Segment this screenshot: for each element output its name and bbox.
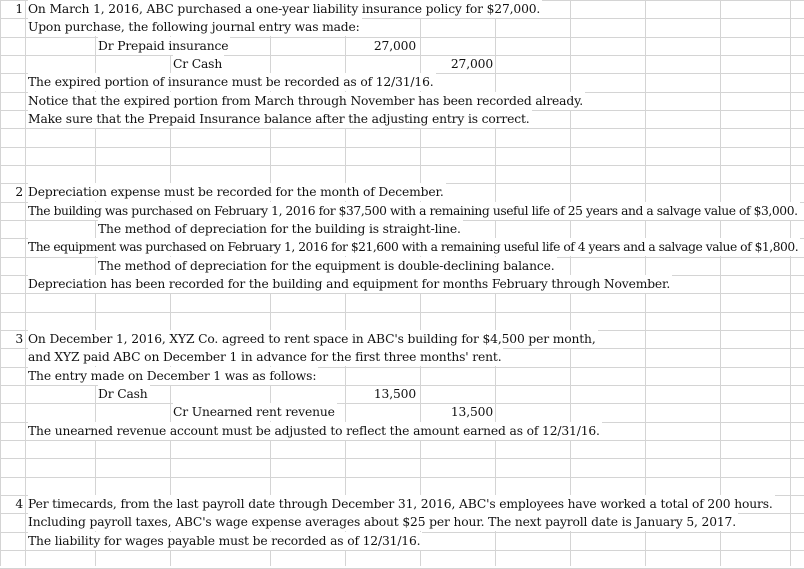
line-text[interactable]: The expired portion of insurance must be recorded as of 12/31/16. (28, 75, 434, 90)
line-text[interactable]: On March 1, 2016, ABC purchased a one-year liability insurance policy for $27,000. (28, 2, 541, 16)
sheet-row (0, 202, 804, 220)
sheet-row (0, 73, 804, 91)
row-gridline (0, 440, 804, 441)
line-text[interactable]: The unearned revenue account must be adjusted to reflect the amount earned as of 12/31/16. (28, 423, 600, 438)
debit-amount[interactable]: 13,500 (373, 386, 416, 401)
sheet-row (0, 37, 804, 55)
line-text[interactable]: On December 1, 2016, XYZ Co. agreed to rent space in ABC's building for $4,500 per month, (28, 331, 596, 346)
sheet-row (0, 385, 804, 403)
line-text[interactable]: Depreciation expense must be recorded for the month of December. (28, 185, 444, 200)
row-gridline (0, 128, 804, 129)
line-text[interactable]: Upon purchase, the following journal entry was made: (28, 20, 360, 35)
credit-amount[interactable]: 13,500 (450, 405, 493, 420)
sheet-row (0, 110, 804, 128)
sheet-row (0, 495, 804, 513)
line-text[interactable]: The method of depreciation for the equipment is double-declining balance. (98, 258, 555, 273)
sheet-row (0, 257, 804, 275)
debit-amount[interactable]: 27,000 (373, 38, 416, 53)
line-text[interactable]: Cr Unearned rent revenue (173, 405, 335, 420)
sheet-row (0, 18, 804, 36)
line-text[interactable]: The equipment was purchased on February 1, 2016 for $21,600 with a remaining useful life of 4 years and a salvage value of $1,800. (28, 240, 799, 255)
sheet-row (0, 403, 804, 421)
sheet-row (0, 183, 804, 201)
line-text[interactable]: The method of depreciation for the building is straight-line. (98, 221, 461, 236)
sheet-row (0, 92, 804, 110)
problem-number[interactable]: 2 (15, 185, 23, 200)
line-text[interactable]: The liability for wages payable must be recorded as of 12/31/16. (28, 533, 421, 548)
row-gridline (0, 147, 804, 148)
line-text[interactable]: and XYZ paid ABC on December 1 in advance for the first three months' rent. (28, 350, 502, 365)
row-gridline (0, 458, 804, 459)
row-gridline (0, 312, 804, 313)
line-text[interactable]: Cr Cash (173, 56, 223, 71)
row-gridline (0, 293, 804, 294)
line-text[interactable]: Per timecards, from the last payroll date through December 31, 2016, ABC's employees have worked a total of 200 hours. (28, 496, 773, 511)
sheet-row (0, 422, 804, 440)
sheet-row (0, 367, 804, 385)
sheet-row (0, 220, 804, 238)
problem-number[interactable]: 1 (15, 2, 23, 16)
row-gridline (0, 165, 804, 166)
sheet-row (0, 275, 804, 293)
line-text[interactable]: The building was purchased on February 1, 2016 for $37,500 with a remaining useful life of 25 years and a salvage value of $3,000. (28, 203, 798, 218)
problem-number[interactable]: 3 (15, 331, 23, 346)
line-text[interactable]: The entry made on December 1 was as follows: (28, 368, 317, 383)
line-text[interactable]: Dr Prepaid insurance (98, 38, 229, 53)
row-gridline (0, 550, 804, 551)
line-text[interactable]: Including payroll taxes, ABC's wage expense averages about $25 per hour. The next payroll date is January 5, 2017. (28, 515, 736, 530)
sheet-row (0, 55, 804, 73)
sheet-row (0, 532, 804, 550)
line-text[interactable]: Depreciation has been recorded for the building and equipment for months February through November. (28, 276, 671, 291)
line-text[interactable]: Dr Cash (98, 386, 148, 401)
line-text[interactable]: Notice that the expired portion from March through November has been recorded already. (28, 93, 584, 108)
line-text[interactable]: Make sure that the Prepaid Insurance balance after the adjusting entry is correct. (28, 111, 530, 126)
sheet-row (0, 238, 804, 256)
row-gridline (0, 477, 804, 478)
sheet-row (0, 513, 804, 531)
sheet-row (0, 330, 804, 348)
problem-number[interactable]: 4 (15, 496, 23, 511)
sheet-row (0, 0, 804, 18)
sheet-row (0, 348, 804, 366)
credit-amount[interactable]: 27,000 (450, 56, 493, 71)
